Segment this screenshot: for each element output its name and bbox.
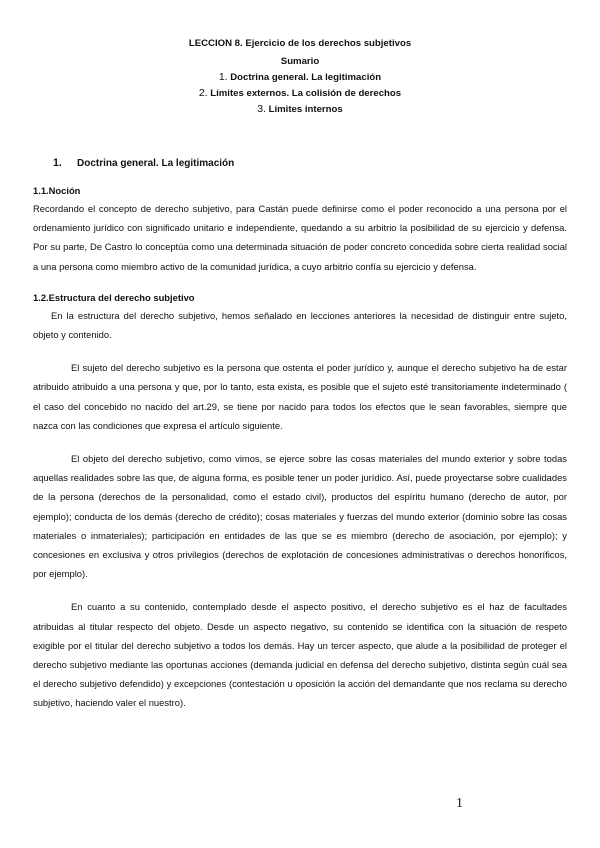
paragraph-nocion: Recordando el concepto de derecho subjetivo, para Castán puede definirse como el poder reconocido a una persona por el ordenamiento jurídico con significado unitario e independiente, quedando a su arbitrio la posibilidad de su ejercicio y defensa. Por su parte, De Castro lo conceptúa como una determinada situación de poder concreto concedida sobre cierta realidad social a una persona como miembro activo de la comunidad jurídica, a cuyo arbitrio confía su ejercicio y defensa. — [33, 203, 567, 272]
lesson-header — [0, 36, 600, 118]
paragraph-objeto: El objeto del derecho subjetivo, como vimos, se ejerce sobre las cosas materiales del mundo exterior y sobre todas aquellas realidades sobre las que, de alguna forma, es posible tener un poder jurídico. Así, puede proyectarse sobre cualidades de la persona (derechos de la personalidad, como el estado civil), productos del espíritu humano (derecho de autor, por ejemplo); conducta de los demás (derecho de crédito); cosas materiales y fuerzas del mundo exterior (dominio sobre las cosas materiales o inmateriales); participación en entidades de las que se es miembro (derecho de asociación, por ejemplo); y concesiones en exclusiva y otros privilegios (derechos de explotación de concesiones administrativas o derechos honoríficos, por ejemplo). — [33, 453, 567, 580]
summary-item-number: 2. — [198, 88, 208, 99]
paragraph-sujeto: El sujeto del derecho subjetivo es la persona que ostenta el poder jurídico y, aunque el derecho subjetivo ha de estar atribuido atribuido a una persona y que, por lo tanto, esta exista, es posible que el sujeto esté transitoriamente indeterminado ( el caso del concebido no nacido del art.29, se tiene por nacido para todos los efectos que le sean favorables, siempre que nazca con las condiciones que expresa el artículo siguiente. — [33, 362, 567, 431]
summary-item — [0, 70, 600, 86]
summary-item-number: 3. — [257, 104, 266, 115]
summary-item-text: Límites externos. La colisión de derechos — [210, 88, 402, 99]
subsection-heading-nocion: 1.1.Noción — [33, 185, 81, 196]
summary-heading: Sumario — [280, 56, 320, 67]
summary-item-number: 1. — [218, 72, 228, 83]
section-heading — [53, 155, 567, 175]
summary-item-text: Límites internos — [268, 104, 343, 115]
page-number: 1 — [456, 796, 463, 811]
lesson-title: LECCION 8. Ejercicio de los derechos subjetivos — [188, 38, 412, 49]
paragraph-estructura-intro: En la estructura del derecho subjetivo, hemos señalado en lecciones anteriores la necesidad de distinguir entre sujeto, objeto y contenido. — [33, 309, 567, 341]
summary-item-text: Doctrina general. La legitimación — [230, 72, 382, 83]
document-body — [33, 155, 567, 713]
section-number: 1. — [53, 157, 62, 169]
section-title: Doctrina general. La legitimación — [77, 158, 235, 169]
summary-item — [0, 86, 600, 102]
summary-item — [0, 102, 600, 118]
subsection-heading-estructura: 1.2.Estructura del derecho subjetivo — [33, 291, 195, 303]
paragraph-contenido: En cuanto a su contenido, contemplado desde el aspecto positivo, el derecho subjetivo es el haz de facultades atribuidas al titular respecto del objeto. Desde un aspecto negativo, su contenido se identifica con la situación de respeto exigible por el titular del derecho subjetivo a todos los demás. Hay un tercer aspecto, que alude a la posibilidad de proteger el derecho subjetivo mediante las oportunas acciones (demanda judicial en defensa del derecho subjetivo, distinta según cuál sea el derecho subjetivo defendido) y excepciones (contestación u oposición la acción del demandante que nos reclama su derecho subjetivo, haciendo valer el nuestro). — [33, 601, 567, 709]
